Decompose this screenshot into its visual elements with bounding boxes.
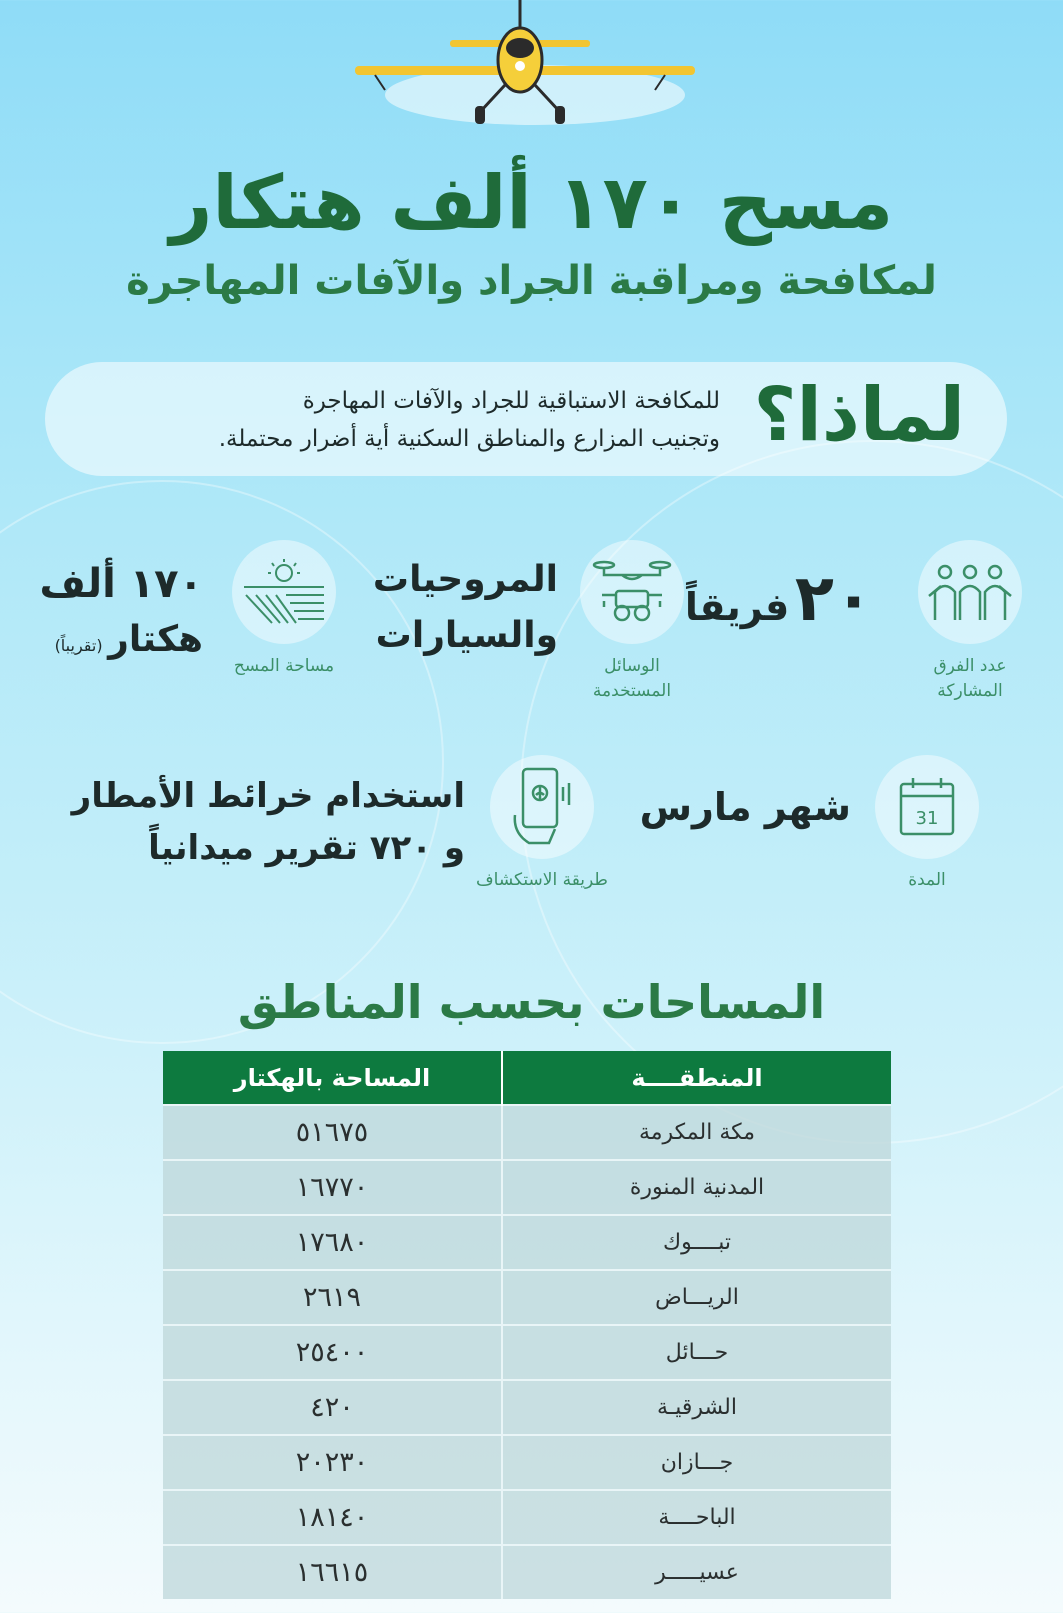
- area-label: مساحة المسح: [233, 656, 335, 676]
- crop-duster-plane-illustration: [355, 0, 715, 135]
- teams-value-number: ٢٠: [794, 562, 873, 636]
- teams-value-text: فريقاً: [684, 585, 790, 629]
- table-row: [163, 1490, 891, 1545]
- means-label: الوسائل المستخدمة: [592, 656, 672, 701]
- method-icon-circle: [490, 755, 594, 859]
- table-header-row: [163, 1051, 891, 1105]
- table-row: [163, 1435, 891, 1490]
- area-cell: ٤٢٠: [163, 1380, 502, 1435]
- table-row: [163, 1215, 891, 1270]
- region-cell: حـــائل: [502, 1325, 891, 1380]
- region-cell: تبــــوك: [502, 1215, 891, 1270]
- calendar-icon: [897, 776, 957, 838]
- area-value-approx: (تقريباً): [54, 636, 103, 655]
- teams-value: [685, 562, 873, 636]
- why-title: لماذا؟: [753, 372, 965, 458]
- region-cell: عسيـــــر: [502, 1545, 891, 1599]
- drone-tractor-icon: [592, 559, 672, 625]
- svg-text:31: 31: [915, 808, 939, 829]
- area-column-header: المساحة بالهكتار: [163, 1051, 502, 1105]
- teams-label: عدد الفرق المشاركة: [933, 656, 1007, 701]
- method-label: طريقة الاستكشاف: [476, 870, 608, 890]
- area-cell: ٢٥٤٠٠: [163, 1325, 502, 1380]
- area-cell: ١٦٦١٥: [163, 1545, 502, 1599]
- table-row: [163, 1545, 891, 1599]
- means-icon-circle: [580, 540, 684, 644]
- table-row: [163, 1325, 891, 1380]
- regions-table: [163, 1051, 891, 1599]
- region-cell: الريـــاض: [502, 1270, 891, 1325]
- why-text: [120, 382, 720, 458]
- region-cell: المدنية المنورة: [502, 1160, 891, 1215]
- area-cell: ٥١٦٧٥: [163, 1105, 502, 1160]
- regions-section-title: المساحات بحسب المناطق: [237, 975, 826, 1029]
- page-subtitle: لمكافحة ومراقبة الجراد والآفات المهاجرة: [126, 258, 937, 304]
- area-cell: ٢٠٢٣٠: [163, 1435, 502, 1490]
- duration-icon-circle: [875, 755, 979, 859]
- field-sun-icon: [242, 559, 326, 625]
- duration-label: المدة: [908, 870, 946, 890]
- table-row: [163, 1160, 891, 1215]
- region-cell: الباحــــة: [502, 1490, 891, 1545]
- people-icon: [927, 562, 1013, 622]
- why-text-line2: وتجنيب المزارع والمناطق السكنية أية أضرار محتملة.: [218, 426, 720, 452]
- means-value: [373, 552, 558, 664]
- area-value: [39, 556, 203, 674]
- area-cell: ١٨١٤٠: [163, 1490, 502, 1545]
- region-cell: مكة المكرمة: [502, 1105, 891, 1160]
- means-value-line1: المروحيات: [372, 559, 558, 600]
- region-cell: الشرقيـة: [502, 1380, 891, 1435]
- area-cell: ٢٦١٩: [163, 1270, 502, 1325]
- teams-icon-circle: [918, 540, 1022, 644]
- why-text-line1: للمكافحة الاستباقية للجراد والآفات المهاجرة: [302, 388, 720, 414]
- table-row: [163, 1105, 891, 1160]
- method-value-line2: و ٧٢٠ تقرير ميدانياً: [148, 828, 465, 868]
- area-value-line2: [39, 612, 203, 674]
- region-cell: جـــازان: [502, 1435, 891, 1490]
- duration-value: شهر مارس: [639, 785, 851, 829]
- area-cell: ١٧٦٨٠: [163, 1215, 502, 1270]
- area-value-unit: هكتار: [108, 619, 203, 660]
- means-value-line2: والسيارات: [375, 615, 558, 656]
- area-icon-circle: [232, 540, 336, 644]
- table-row: [163, 1270, 891, 1325]
- phone-app-icon: [509, 767, 575, 847]
- area-value-line1: ١٧٠ ألف: [39, 561, 203, 607]
- region-column-header: المنطقــــة: [502, 1051, 891, 1105]
- area-cell: ١٦٧٧٠: [163, 1160, 502, 1215]
- table-row: [163, 1380, 891, 1435]
- method-value-line1: استخدام خرائط الأمطار: [71, 776, 465, 816]
- page-title: مسح ١٧٠ ألف هتكار: [169, 160, 894, 246]
- method-value: [72, 770, 465, 874]
